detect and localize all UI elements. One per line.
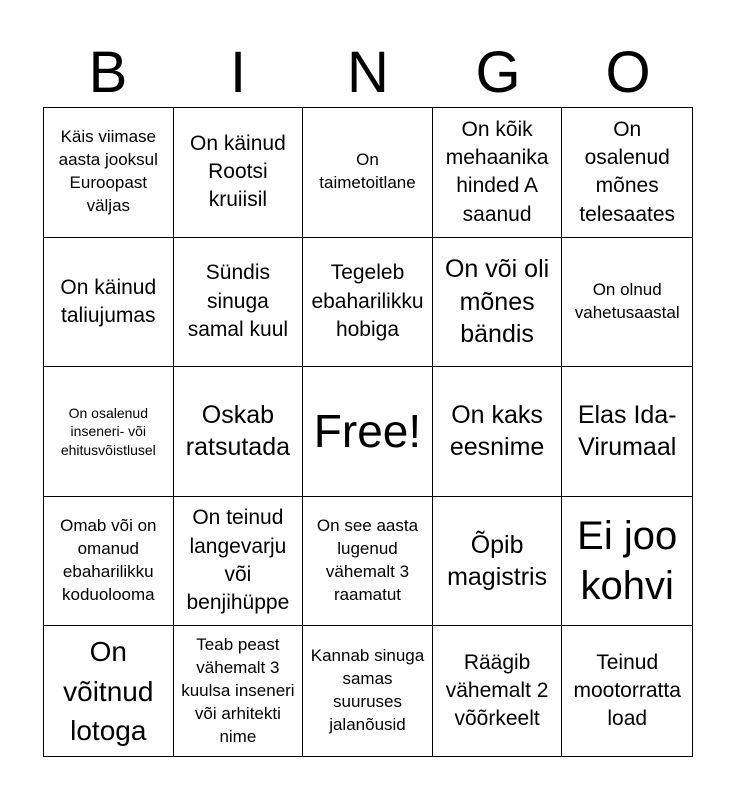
bingo-cell[interactable]: Oskab ratsutada — [174, 367, 304, 497]
bingo-cell[interactable]: On osalenud mõnes telesaates — [562, 108, 692, 238]
bingo-cell[interactable]: On või oli mõnes bändis — [433, 238, 563, 368]
bingo-cell[interactable]: Tegeleb ebaharilikku hobiga — [303, 238, 433, 368]
bingo-board — [43, 107, 693, 757]
bingo-cell[interactable]: Kannab sinuga samas suuruses jalanõusid — [303, 626, 433, 756]
bingo-cell[interactable]: Sündis sinuga samal kuul — [174, 238, 304, 368]
bingo-header — [43, 38, 693, 108]
bingo-cell[interactable]: On taimetoitlane — [303, 108, 433, 238]
bingo-cell[interactable]: Räägib vähemalt 2 võõrkeelt — [433, 626, 563, 756]
bingo-cell[interactable]: On kõik mehaanika hinded A saanud — [433, 108, 563, 238]
bingo-cell[interactable]: On käinud Rootsi kruiisil — [174, 108, 304, 238]
bingo-cell[interactable]: Teinud mootorratta load — [573, 650, 681, 731]
header-letter-n: N — [347, 40, 389, 105]
header-letter-i: I — [229, 40, 247, 105]
bingo-cell[interactable]: Elas Ida-Virumaal — [562, 367, 692, 497]
free-space[interactable]: Free! — [303, 367, 433, 497]
bingo-cell[interactable]: On olnud vahetusaastal — [562, 238, 692, 368]
bingo-cell[interactable]: On kaks eesnime — [433, 367, 563, 497]
bingo-cell[interactable]: On võitnud lotoga — [44, 626, 174, 756]
header-letter-g: G — [475, 40, 521, 105]
bingo-cell[interactable]: Ei joo kohvi — [562, 497, 692, 627]
header-letter-b: B — [88, 40, 128, 105]
bingo-cell[interactable]: On osalenud inseneri- või ehitusvõistlusel — [44, 367, 174, 497]
bingo-cell[interactable]: Käis viimase aasta jooksul Euroopast väljas — [44, 108, 174, 238]
bingo-cell[interactable]: Õpib magistris — [433, 497, 563, 627]
header-letter-o: O — [605, 40, 651, 105]
bingo-cell[interactable]: On käinud taliujumas — [44, 238, 174, 368]
bingo-cell[interactable]: Omab või on omanud ebaharilikku koduolooma — [44, 497, 174, 627]
bingo-cell[interactable]: Teab peast vähemalt 3 kuulsa inseneri või arhitekti nime — [174, 626, 304, 756]
bingo-cell[interactable]: On see aasta lugenud vähemalt 3 raamatut — [303, 497, 433, 627]
bingo-cell[interactable]: On teinud langevarju või benjihüppe — [174, 497, 304, 627]
